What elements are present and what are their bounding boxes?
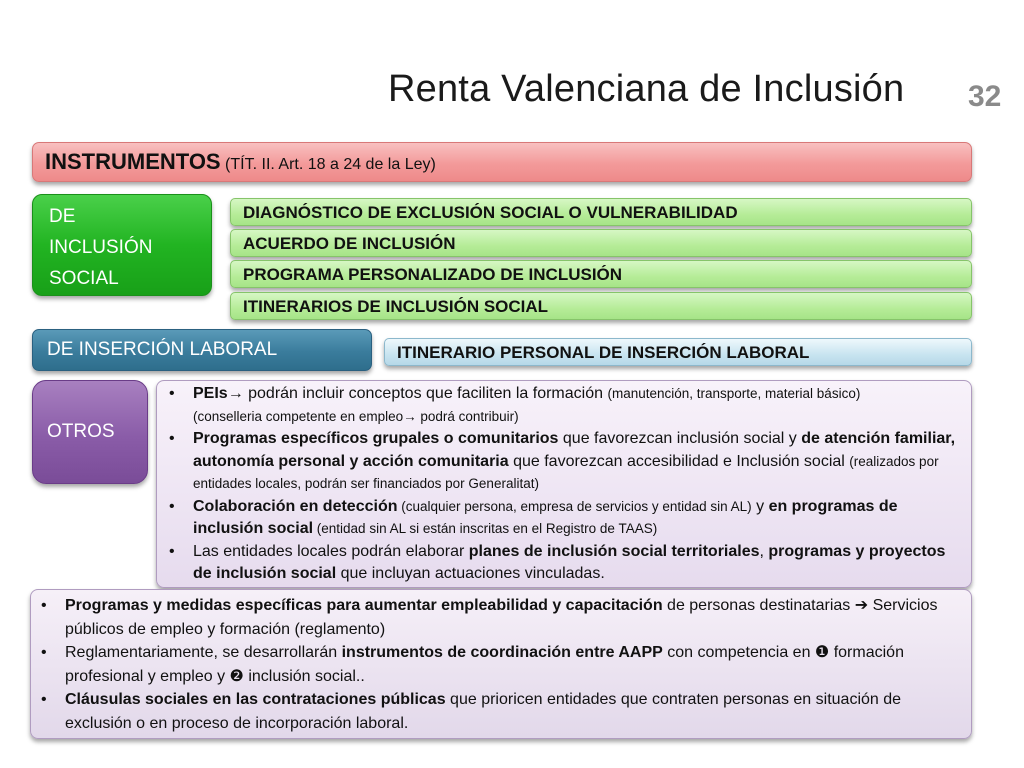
arrow-icon: →: [403, 408, 417, 424]
inclusion-social-line3: SOCIAL: [49, 268, 119, 289]
list-item: • Colaboración en detección (cualquier persona, empresa de servicios y entidad sin AL) y en programas de inclusión social (entidad sin AL si están inscritas en el Registro de TAAS): [167, 496, 961, 541]
inclusion-social-line2: INCLUSIÓN: [49, 237, 153, 258]
inclusion-item-diagnostico: DIAGNÓSTICO DE EXCLUSIÓN SOCIAL O VULNERABILIDAD: [230, 198, 972, 226]
list-item: • Programas específicos grupales o comunitarios que favorezcan inclusión social y de atención familiar, autonomía personal y acción comunitaria que favorezcan accesibilidad e Inclusión social (realizados por entidades locales, podrán ser financiados por Generalitat): [167, 428, 961, 496]
list-item: • PEIs→ podrán incluir conceptos que faciliten la formación (manutención, transporte, material básico) (conselleria competente en empleo→ podrá contribuir): [167, 383, 961, 428]
inclusion-social-line1: DE: [49, 206, 76, 227]
arrow-icon: →: [227, 385, 244, 402]
inclusion-item-acuerdo: ACUERDO DE INCLUSIÓN: [230, 229, 972, 257]
inclusion-social-box: [32, 194, 212, 296]
arrow-icon: ➔: [854, 597, 869, 614]
slide-number: 32: [968, 80, 1002, 113]
number-two-icon: ❷: [229, 667, 244, 685]
list-item: • Las entidades locales podrán elaborar planes de inclusión social territoriales, programas y proyectos de inclusión social que incluyan actuaciones vinculadas.: [167, 541, 961, 586]
instrumentos-sub: (TÍT. II. Art. 18 a 24 de la Ley): [220, 156, 436, 173]
insercion-laboral-box: DE INSERCIÓN LABORAL: [32, 329, 372, 371]
otros-box: OTROS: [32, 380, 148, 484]
inclusion-item-programa: PROGRAMA PERSONALIZADO DE INCLUSIÓN: [230, 260, 972, 288]
insercion-laboral-item: ITINERARIO PERSONAL DE INSERCIÓN LABORAL: [384, 338, 972, 366]
number-one-icon: ❶: [814, 644, 830, 661]
list-item: • Cláusulas sociales en las contrataciones públicas que prioricen entidades que contraten personas en situación de exclusión o en proceso de incorporación laboral.: [39, 688, 961, 735]
instrumentos-label: INSTRUMENTOS: [45, 149, 221, 174]
instrumentos-header: [32, 142, 972, 182]
slide-title: Renta Valenciana de Inclusión: [388, 68, 905, 110]
bottom-list: [39, 594, 961, 735]
list-item: • Reglamentariamente, se desarrollarán instrumentos de coordinación entre AAPP con competencia en ❶ formación profesional y empleo y ❷ inclusión social..: [39, 641, 961, 688]
list-item: • Programas y medidas específicas para aumentar empleabilidad y capacitación de personas destinatarias ➔ Servicios públicos de empleo y formación (reglamento): [39, 594, 961, 641]
otros-list: [167, 383, 961, 586]
bottom-panel: [30, 589, 972, 739]
otros-panel: [156, 380, 972, 588]
inclusion-item-itinerarios: ITINERARIOS DE INCLUSIÓN SOCIAL: [230, 292, 972, 320]
